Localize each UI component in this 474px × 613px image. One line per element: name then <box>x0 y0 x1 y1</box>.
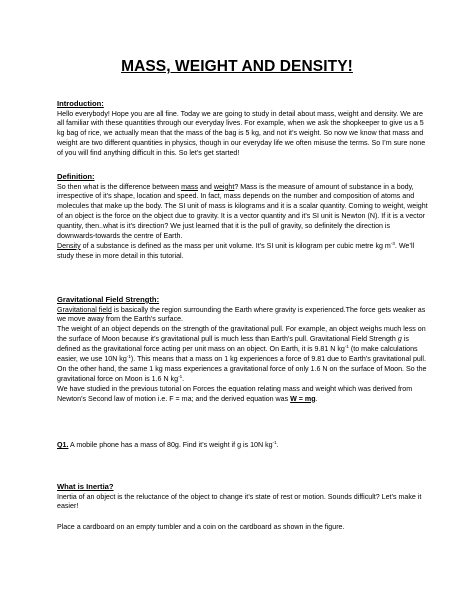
gravitational-field-heading: Gravitational Field Strength: <box>57 295 160 304</box>
definition-paragraph-1 <box>57 183 429 242</box>
introduction-section <box>57 99 429 159</box>
gravity-text: The weight of an object depends on the strength of the gravitational pull. For example, an object weighs much less on the surface of Moon because it’s gravitational pull is much less than Earth’s pull. Gravitational Field Strength <box>57 325 426 344</box>
gravity-text: . <box>182 374 185 383</box>
superscript: -3 <box>390 240 395 246</box>
superscript: -1 <box>272 440 277 445</box>
inertia-text: Inertia of an object is the reluctance of the object to change it’s state of rest or motion. Sounds difficult? Let’s make it easier! <box>57 492 422 511</box>
gravity-text: . <box>315 394 318 403</box>
question-1-text <box>57 441 429 451</box>
density-text: . We’ll study these in more detail in this tutorial. <box>57 241 415 260</box>
gravity-paragraph-1 <box>57 306 429 326</box>
gravity-text: (to make calculations easier, we use 10N kg <box>57 345 418 364</box>
inertia-section <box>57 482 429 512</box>
inertia-instruction: Place a cardboard on an empty tumbler and a coin on the cardboard as shown in the figure. <box>57 523 345 531</box>
definition-text: and <box>198 182 214 191</box>
definition-section <box>57 172 429 262</box>
introduction-text: Hello everybody! Hope you are all fine. Today we are going to study in detail about mass, weight and density. We are all familiar with these quantities through our everyday lives. For example, when we ask the shopkeeper to give us a 5 kg bag of rice, we actually mean that the mass of the bag is 5 kg, and not it’s weight. So now we know that mass and weight are two different quantities in physics, though in our everyday life we often misuse the terms. So I’m sure none of you will find anything difficult in this. So let’s get started! <box>57 109 426 158</box>
gravitational-field-section <box>57 295 429 405</box>
inertia-instruction-section <box>57 523 429 533</box>
definition-text: So then what is the difference between <box>57 182 182 191</box>
question-text: A mobile phone has a mass of 80g. Find it’s weight if g is 10N kg <box>68 441 273 449</box>
weight-term: weight <box>213 182 235 191</box>
gravity-text: is defined as the gravitational force acting per unit mass on an object. On Earth, it is 9.81 N kg <box>57 335 409 354</box>
introduction-heading: Introduction: <box>57 99 104 108</box>
question-1 <box>57 441 429 451</box>
gravity-text: is basically the region surrounding the Earth where gravity is experienced.The force gets weaker as we move away from the Earth’s surface. <box>57 305 426 324</box>
gravitational-field-term: Gravitational field <box>57 305 112 314</box>
page-title: MASS, WEIGHT AND DENSITY! <box>121 58 353 75</box>
definition-text: ? Mass is the measure of amount of substance in a body, irrespective of it’s shape, location and speed. In fact, mass depends on the number and composition of atoms and molecules that make up the body. The SI unit of mass is kilograms and it is a scalar quantity. Coming to weight, weight of an object is the force on the object due to gravity. It is a vector quantity and it’s SI unit is Newton (N). If it is a vector quantity, then..what is it’s direction? We just learned that it is the pull of gravity, so definitely the direction is downwards-towards the centre of Earth. <box>57 182 428 241</box>
question-1-label: Q1. <box>57 441 69 449</box>
superscript: -1 <box>344 344 349 350</box>
inertia-heading: What is Inertia? <box>57 482 114 491</box>
g-symbol: g <box>397 335 402 344</box>
superscript: -1 <box>126 354 131 360</box>
definition-paragraph-2 <box>57 242 429 262</box>
gravity-paragraph-2 <box>57 325 429 384</box>
gravity-text: We have studied in the previous tutorial on Forces the equation relating mass and weight which was derived from Newton’s Second law of motion i.e. F = ma; and the derived equation was <box>57 384 413 403</box>
gravity-text: ). This means that a mass on 1 kg experiences a force of 9.81 due to Earth’s gravitational pull. On the other hand, the same 1 kg mass experiences a gravitational force of only 1.6 N on the surface of Moon. So the gravitational force on Moon is 1.6 N kg <box>57 355 427 383</box>
gravity-paragraph-3 <box>57 385 429 405</box>
density-text: of a substance is defined as the mass per unit volume. It’s SI unit is kilogram per cubic metre kg m <box>80 241 391 250</box>
weight-equation: W = mg <box>290 394 316 403</box>
density-term: Density <box>57 241 81 250</box>
question-text: . <box>276 441 279 449</box>
definition-heading: Definition: <box>57 172 95 181</box>
mass-term: mass <box>181 182 199 191</box>
superscript: -1 <box>178 373 183 379</box>
